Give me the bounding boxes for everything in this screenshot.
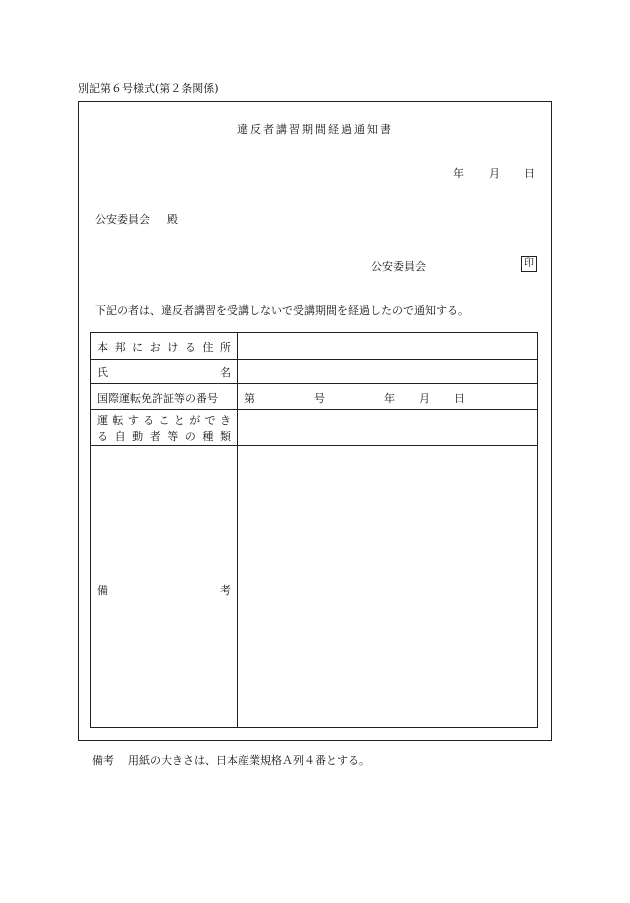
license-year-label: 年	[384, 392, 395, 405]
license-go-label: 号	[314, 392, 325, 405]
license-number-label: 国際運転免許証等の番号	[97, 392, 218, 405]
table-row-divider	[91, 383, 537, 384]
vehicle-type-label-line1: 運 転 す る こ と が で き	[97, 414, 231, 427]
table-row-divider	[91, 359, 537, 360]
date-month-label: 月	[489, 167, 500, 180]
document-title: 違反者講習期間経過通知書	[237, 123, 393, 136]
table-column-divider	[237, 333, 238, 727]
footnote-text: 用紙の大きさは、日本産業規格Ａ列４番とする。	[128, 754, 370, 767]
sender-name: 公安委員会	[371, 260, 426, 273]
name-label: 氏 名	[97, 366, 231, 379]
notice-text: 下記の者は、違反者講習を受講しないで受講期間を経過したので通知する。	[95, 304, 469, 317]
footnote-label: 備考	[92, 754, 114, 767]
remarks-label: 備 考	[97, 584, 231, 597]
form-frame	[78, 101, 552, 741]
seal-mark: 印	[521, 256, 537, 272]
form-number-label: 別記第６号様式(第２条関係)	[78, 82, 219, 95]
date-year-label: 年	[453, 167, 464, 180]
license-dai-label: 第	[244, 392, 255, 405]
recipient-name: 公安委員会	[95, 213, 150, 226]
license-month-label: 月	[419, 392, 430, 405]
recipient-honorific: 殿	[167, 213, 178, 226]
address-label: 本 邦 に お け る 住 所	[97, 341, 231, 354]
details-table	[90, 332, 538, 728]
table-row-divider	[91, 445, 537, 446]
date-day-label: 日	[524, 167, 535, 180]
license-day-label: 日	[454, 392, 465, 405]
table-row-divider	[91, 409, 537, 410]
vehicle-type-label-line2: る 自 動 者 等 の 種 類	[97, 430, 231, 443]
